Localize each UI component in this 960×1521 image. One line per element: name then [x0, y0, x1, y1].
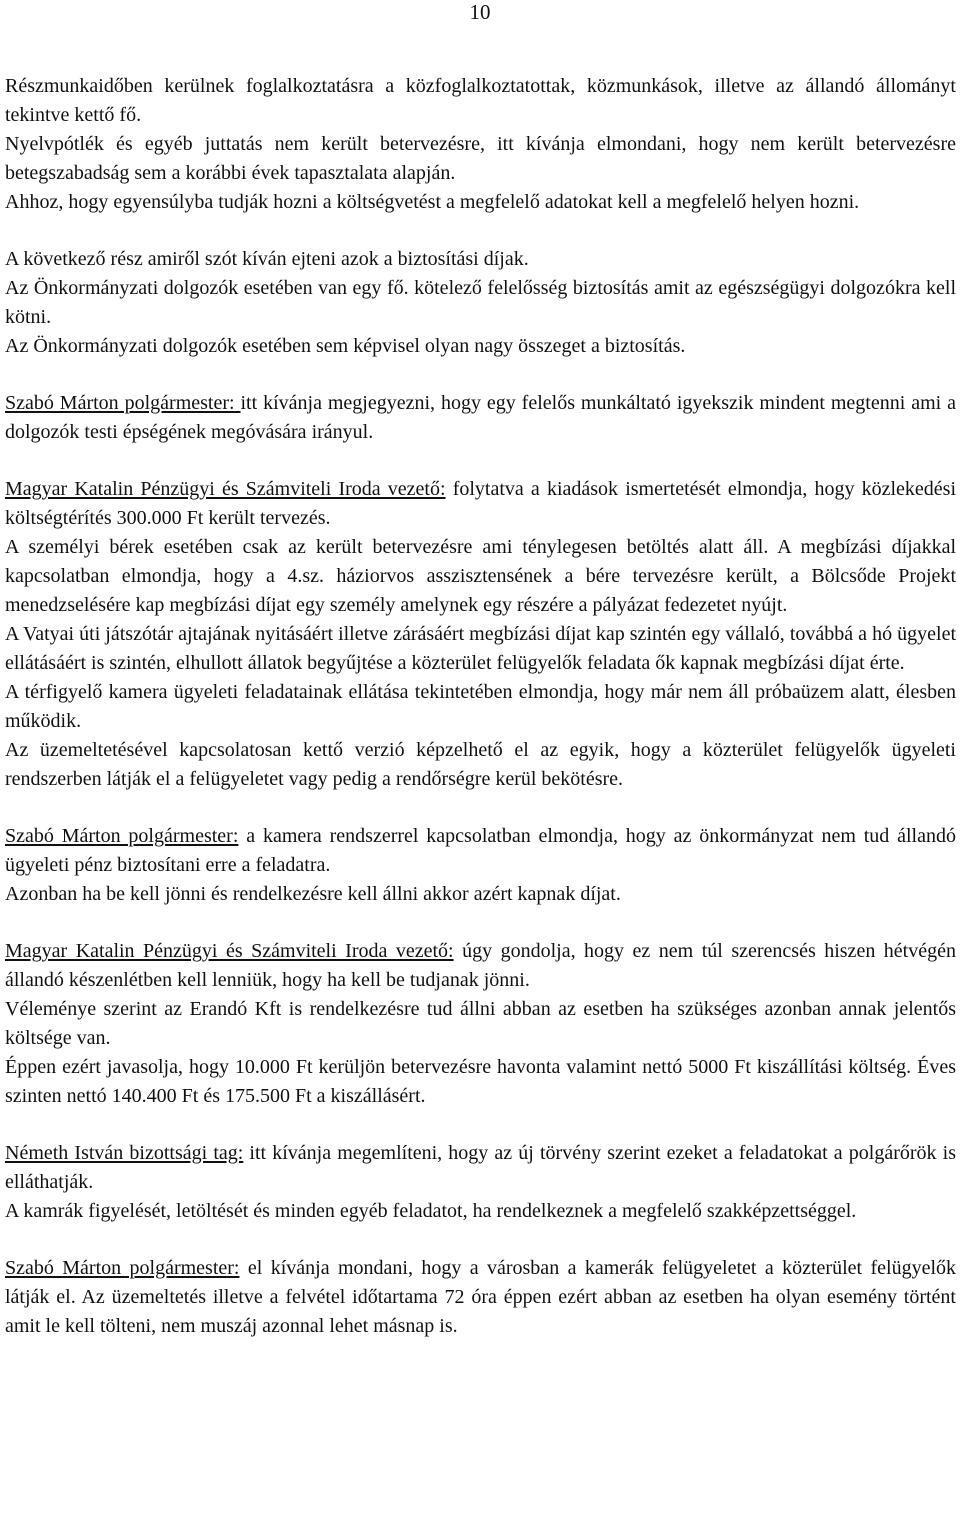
paragraph	[5, 678, 956, 736]
paragraph-spacer	[5, 217, 956, 245]
speaker-paragraph	[5, 822, 956, 880]
speaker-name: Szabó Márton polgármester:	[5, 1257, 240, 1279]
paragraph	[5, 880, 956, 909]
paragraph-spacer	[5, 794, 956, 822]
paragraph-text: a kamera rendszerrel kapcsolatban elmondja, hogy az önkormányzat nem tud állandó ügyeleti pénz biztosítani erre a feladatra.	[5, 825, 956, 876]
speaker-paragraph	[5, 475, 956, 533]
speaker-paragraph	[5, 389, 956, 447]
speaker-name: Szabó Márton polgármester:	[5, 825, 239, 847]
speaker-name: Magyar Katalin Pénzügyi és Számviteli Iroda vezető:	[5, 940, 454, 962]
paragraph	[5, 274, 956, 332]
paragraph-spacer	[5, 447, 956, 475]
speaker-name: Szabó Márton polgármester:	[5, 392, 241, 414]
paragraph-text: itt kívánja megjegyezni, hogy egy felelős munkáltató igyekszik mindent megtenni ami a dolgozók testi épségének megóvására irányul.	[5, 392, 956, 443]
paragraph-text: Részmunkaidőben kerülnek foglalkoztatásra a közfoglalkoztatottak, közmunkások, illetve az állandó állományt tekintve kettő fő.	[5, 75, 956, 126]
speaker-paragraph	[5, 1139, 956, 1197]
paragraph-text: Az Önkormányzati dolgozók esetében sem képvisel olyan nagy összeget a biztosítás.	[5, 335, 686, 357]
paragraph-text: A személyi bérek esetében csak az került betervezésre ami ténylegesen betöltés alatt áll. A megbízási díjakkal kapcsolatban elmondja, hogy a 4.sz. háziorvos asszisztensének a bére tervezésre került, a Bölcsőde Projekt menedzselésére kap megbízási díjat egy személy amelynek egy részére a pályázat fedezetet nyújt.	[5, 536, 956, 616]
paragraph-text: A térfigyelő kamera ügyeleti feladatainak ellátása tekintetében elmondja, hogy már nem áll próbaüzem alatt, élesben működik.	[5, 681, 956, 732]
paragraph	[5, 995, 956, 1053]
paragraph-text: A Vatyai úti játszótár ajtajának nyitásáért illetve zárásáért megbízási díjat kap szintén egy vállaló, továbbá a hó ügyelet ellátásáért is szintén, elhullott állatok begyűjtése a közterület felügyelők feladata ők kapnak megbízási díjat érte.	[5, 623, 956, 674]
paragraph	[5, 620, 956, 678]
paragraph-text: A kamrák figyelését, letöltését és minden egyéb feladatot, ha rendelkeznek a megfelelő szakképzettséggel.	[5, 1200, 857, 1222]
paragraph	[5, 533, 956, 620]
speaker-paragraph	[5, 937, 956, 995]
paragraph	[5, 72, 956, 130]
paragraph-spacer	[5, 909, 956, 937]
paragraph-text: itt kívánja megemlíteni, hogy az új törvény szerint ezeket a feladatokat a polgárőrök is elláthatják.	[5, 1142, 956, 1193]
paragraph-text: folytatva a kiadások ismertetését elmondja, hogy közlekedési költségtérítés 300.000 Ft került tervezés.	[5, 478, 956, 529]
paragraph	[5, 188, 956, 217]
paragraph-text: Az üzemeltetésével kapcsolatosan kettő verzió képzelhető el az egyik, hogy a közterület felügyelők ügyeleti rendszerben látják el a felügyeletet vagy pedig a rendőrségre kerül bekötésre.	[5, 739, 956, 790]
paragraph-text: úgy gondolja, hogy ez nem túl szerencsés hiszen hétvégén állandó készenlétben kell lenniük, hogy ha kell be tudjanak jönni.	[5, 940, 956, 991]
speaker-name: Németh István bizottsági tag:	[5, 1142, 244, 1164]
paragraph-spacer	[5, 1226, 956, 1254]
paragraph	[5, 736, 956, 794]
document-body	[5, 72, 956, 1341]
paragraph-text: Az Önkormányzati dolgozók esetében van egy fő. kötelező felelősség biztosítás amit az egészségügyi dolgozókra kell kötni.	[5, 277, 956, 328]
paragraph-text: Nyelvpótlék és egyéb juttatás nem került betervezésre, itt kívánja elmondani, hogy nem került betervezésre betegszabadság sem a korábbi évek tapasztalata alapján.	[5, 133, 956, 184]
paragraph-text: Azonban ha be kell jönni és rendelkezésre kell állni akkor azért kapnak díjat.	[5, 883, 621, 905]
paragraph	[5, 1053, 956, 1111]
paragraph	[5, 245, 956, 274]
paragraph-text: Véleménye szerint az Erandó Kft is rendelkezésre tud állni abban az esetben ha szükséges azonban annak jelentős költsége van.	[5, 998, 956, 1049]
paragraph	[5, 332, 956, 361]
paragraph-text: el kívánja mondani, hogy a városban a kamerák felügyeletet a közterület felügyelők látják el. Az üzemeltetés illetve a felvétel időtartama 72 óra éppen ezért abban az esetben ha olyan esemény történt amit le kell tölteni, nem muszáj azonnal lehet másnap is.	[5, 1257, 956, 1337]
paragraph-text: A következő rész amiről szót kíván ejteni azok a biztosítási díjak.	[5, 248, 529, 270]
paragraph-text: Ahhoz, hogy egyensúlyba tudják hozni a költségvetést a megfelelő adatokat kell a megfelelő helyen hozni.	[5, 191, 860, 213]
speaker-paragraph	[5, 1254, 956, 1341]
paragraph-spacer	[5, 1111, 956, 1139]
speaker-name: Magyar Katalin Pénzügyi és Számviteli Iroda vezető:	[5, 478, 446, 500]
paragraph	[5, 1197, 956, 1226]
paragraph-text: Éppen ezért javasolja, hogy 10.000 Ft kerüljön betervezésre havonta valamint nettó 5000 Ft kiszállítási költség. Éves szinten nettó 140.400 Ft és 175.500 Ft a kiszállásért.	[5, 1056, 956, 1107]
paragraph-spacer	[5, 361, 956, 389]
page-number: 10	[469, 0, 491, 24]
paragraph	[5, 130, 956, 188]
